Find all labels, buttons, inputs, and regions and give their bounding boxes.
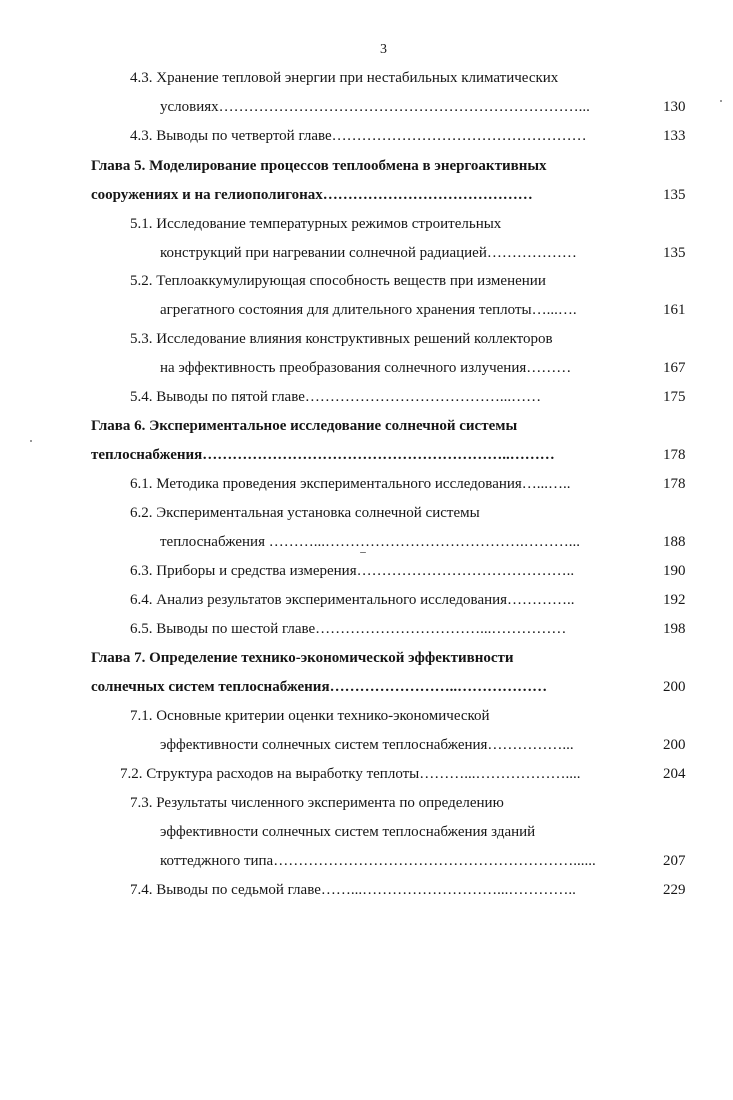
toc-entry-page: 200 <box>663 737 686 753</box>
toc-entry <box>0 300 733 320</box>
toc-entry <box>0 474 733 494</box>
toc-entry <box>0 503 733 523</box>
toc-entry <box>0 880 733 900</box>
toc-entry <box>0 851 733 871</box>
toc-chapter <box>0 156 733 176</box>
toc-entry-page: 135 <box>663 245 686 261</box>
toc-entry-page: 200 <box>663 679 686 695</box>
toc-entry <box>0 561 733 581</box>
toc-entry-text: 7.2. Структура расходов на выработку теплоты………...……………….... <box>120 766 581 782</box>
toc-entry-page: 229 <box>663 882 686 898</box>
toc-entry-text: коттеджного типа……………………………………………………...... <box>160 853 596 869</box>
toc-entry-text: 6.5. Выводы по шестой главе……………………………...…………… <box>130 621 567 637</box>
toc-entry-text: 7.1. Основные критерии оценки технико-экономической <box>130 708 490 724</box>
toc-entry-text: эффективности солнечных систем теплоснабжения……………... <box>160 737 574 753</box>
toc-entry-page: 167 <box>663 360 686 376</box>
toc-entry-page: 188 <box>663 534 686 550</box>
toc-chapter <box>0 416 733 436</box>
toc-entry-text: 6.4. Анализ результатов экспериментального исследования………….. <box>130 592 575 608</box>
toc-entry-text: 6.2. Экспериментальная установка солнечной системы <box>130 505 480 521</box>
toc-entry-page: 133 <box>663 128 686 144</box>
toc-entry <box>0 793 733 813</box>
toc-entry-text: Глава 7. Определение технико-экономической эффективности <box>91 650 514 666</box>
toc-chapter <box>0 648 733 668</box>
toc-entry-page: 198 <box>663 621 686 637</box>
toc-entry-text: 5.1. Исследование температурных режимов строительных <box>130 216 502 232</box>
toc-entry <box>0 706 733 726</box>
toc-entry-text: 6.1. Методика проведения экспериментального исследования…...….. <box>130 476 571 492</box>
toc-entry-text: агрегатного состояния для длительного хранения теплоты…...…. <box>160 302 577 318</box>
toc-entry-text: солнечных систем теплоснабжения……………………..……………… <box>91 679 548 695</box>
toc-entry-page: 190 <box>663 563 686 579</box>
toc-entry <box>0 619 733 639</box>
toc-entry-page: 178 <box>663 447 686 463</box>
toc-entry-text: Глава 5. Моделирование процессов теплообмена в энергоактивных <box>91 158 547 174</box>
scan-speck <box>720 100 722 102</box>
toc-entry <box>0 68 733 88</box>
toc-entry <box>0 532 733 552</box>
toc-entry <box>0 329 733 349</box>
toc-entry <box>0 214 733 234</box>
toc-entry-text: сооружениях и на гелиополигонах…………………………………… <box>91 187 533 203</box>
toc-entry-page: 161 <box>663 302 686 318</box>
toc-entry-text: Глава 6. Экспериментальное исследование солнечной системы <box>91 418 518 434</box>
toc-entry <box>0 243 733 263</box>
toc-entry-text: 4.3. Выводы по четвертой главе…………………………………………… <box>130 128 587 144</box>
toc-entry <box>0 126 733 146</box>
toc-entry-text: на эффективность преобразования солнечного излучения……… <box>160 360 572 376</box>
toc-entry-page: 178 <box>663 476 686 492</box>
toc-entry-text: конструкций при нагревании солнечной радиацией……………… <box>160 245 577 261</box>
toc-entry-text: 6.3. Приборы и средства измерения…………………………………….. <box>130 563 575 579</box>
toc-entry <box>0 735 733 755</box>
toc-chapter <box>0 445 733 465</box>
toc-entry-text: теплоснабжения……………………………………………………..……… <box>91 447 555 463</box>
toc-entry-text: теплоснабжения ………...………………………………….………... <box>160 534 580 550</box>
toc-entry <box>0 590 733 610</box>
toc-entry <box>0 764 733 784</box>
scan-speck <box>360 552 366 553</box>
toc-entry-text: эффективности солнечных систем теплоснабжения зданий <box>160 824 536 840</box>
toc-entry-page: 192 <box>663 592 686 608</box>
toc-entry <box>0 822 733 842</box>
toc-entry-page: 135 <box>663 187 686 203</box>
toc-chapter <box>0 677 733 697</box>
toc-entry-text: 5.2. Теплоаккумулирующая способность веществ при изменении <box>130 273 546 289</box>
toc-entry-text: 5.3. Исследование влияния конструктивных решений коллекторов <box>130 331 553 347</box>
toc-entry <box>0 358 733 378</box>
toc-entry-page: 207 <box>663 853 686 869</box>
toc-chapter <box>0 185 733 205</box>
toc-entry <box>0 97 733 117</box>
toc-entry-page: 130 <box>663 99 686 115</box>
toc-entry <box>0 271 733 291</box>
toc-entry-text: 4.3. Хранение тепловой энергии при нестабильных климатических <box>130 70 559 86</box>
toc-entry-page: 175 <box>663 389 686 405</box>
toc-entry-text: условиях………………………………………………………………... <box>160 99 590 115</box>
toc-entry-text: 7.4. Выводы по седьмой главе……...………………………...………….. <box>130 882 576 898</box>
toc-entry-page: 204 <box>663 766 686 782</box>
scan-speck <box>30 440 32 442</box>
toc-entry-text: 7.3. Результаты численного эксперимента по определению <box>130 795 504 811</box>
toc-entry <box>0 387 733 407</box>
page-number: 3 <box>380 42 387 57</box>
toc-entry-text: 5.4. Выводы по пятой главе…………………………………...…… <box>130 389 542 405</box>
